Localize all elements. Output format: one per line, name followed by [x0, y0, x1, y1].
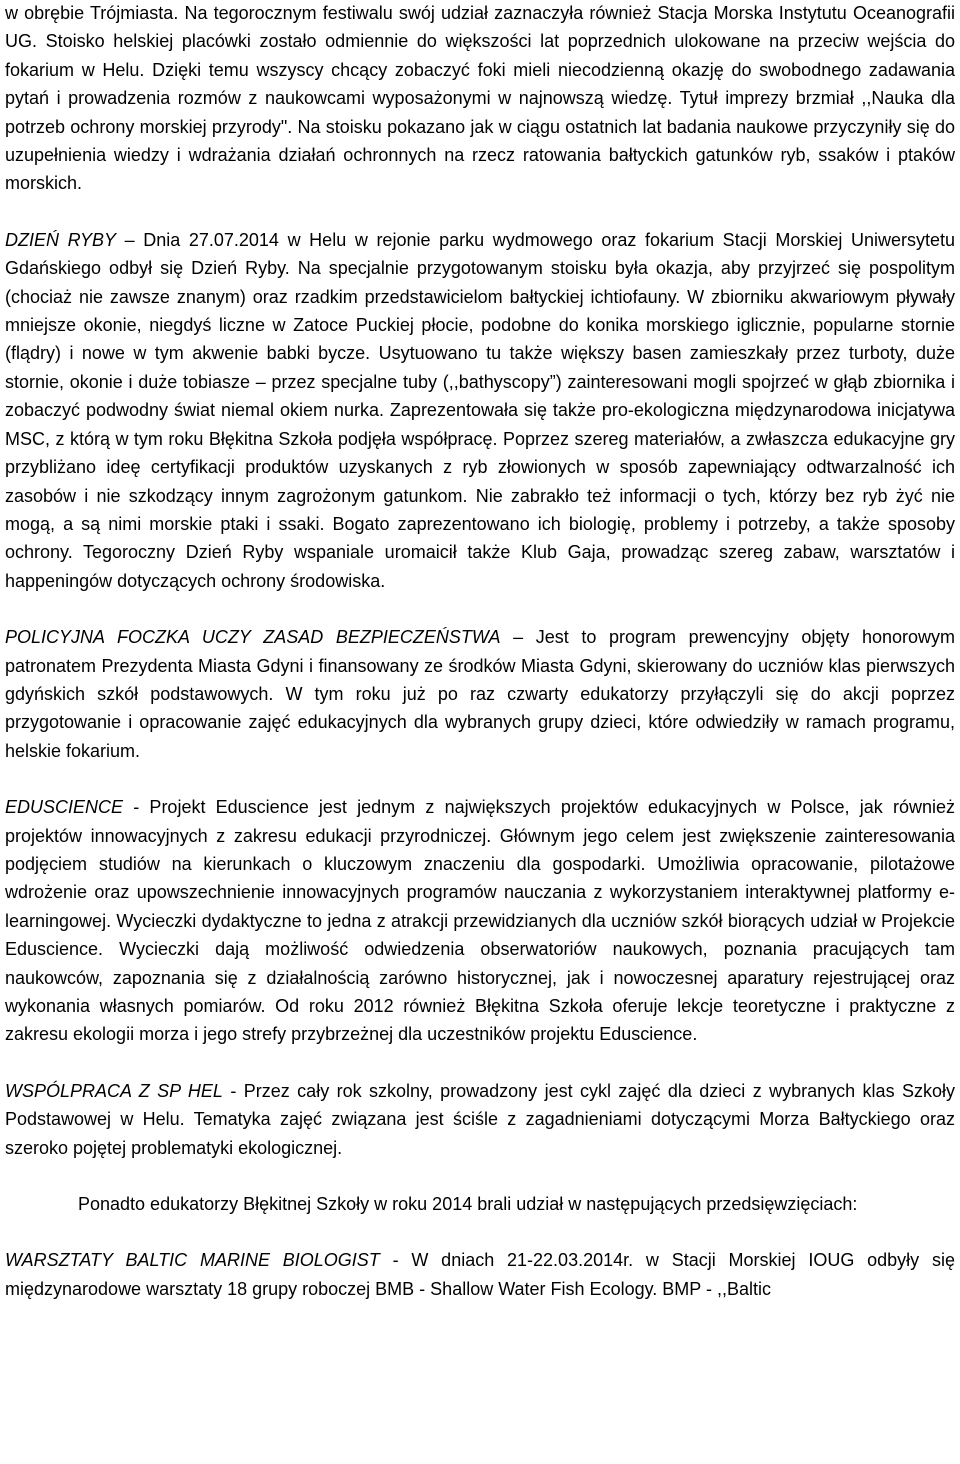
- paragraph-festival: w obrębie Trójmiasta. Na tegorocznym festiwalu swój udział zaznaczyła również Stacja Morska Instytutu Oceanografii UG. Stoisko helskiej placówki zostało odmiennie do większości lat poprzednich ulokowane na przeciw wejścia do fokarium w Helu. Dzięki temu wszyscy chcący zobaczyć foki mieli niecodzienną okazję do swobodnego zadawania pytań i prowadzenia rozmów z naukowcami wyposażonymi w najnowszą wiedzę. Tytuł imprezy brzmiał ,,Nauka dla potrzeb ochrony morskiej przyrody". Na stoisku pokazano jak w ciągu ostatnich lat badania naukowe przyczyniły się do uzupełnienia wiedzy i wdrażania działań ochronnych na rzecz ratowania bałtyckich gatunków ryb, ssaków i ptaków morskich.: [5, 3, 955, 194]
- body-eduscience: - Projekt Eduscience jest jednym z największych projektów edukacyjnych w Polsce, jak również projektów innowacyjnych z zakresu edukacji przyrodniczej. Głównym jego celem jest zwiększenie zainteresowania podjęciem studiów na kierunkach o kluczowym znaczeniu dla gospodarki. Umożliwia opracowanie, pilotażowe wdrożenie oraz upowszechnienie innowacyjnych programów nauczania z wykorzystaniem interaktywnej platformy e-learningowej. Wycieczki dydaktyczne to jedna z atrakcji przewidzianych dla uczniów szkół biorących udział w Projekcie Eduscience. Wycieczki dają możliwość odwiedzenia obserwatoriów naukowych, poznania pracujących tam naukowców, zapoznania się z działalnością zarówno historycznej, jak i nowoczesnej aparatury rejestrującej oraz wykonania własnych pomiarów. Od roku 2012 również Błękitna Szkoła oferuje lekcje teoretyczne i praktyczne z zakresu ekologii morza i jego strefy przybrzeżnej dla uczestników projektu Eduscience.: [5, 797, 955, 1045]
- paragraph-warsztaty: [5, 1246, 955, 1303]
- body-wspolpraca: - Przez cały rok szkolny, prowadzony jest cykl zajęć dla dzieci z wybranych klas Szkoły Podstawowej w Helu. Tematyka zajęć związana jest ściśle z zagadnieniami dotyczącymi Morza Bałtyckiego oraz szeroko pojętej problematyki ekologicznej.: [5, 1080, 955, 1158]
- paragraph-wspolpraca: [5, 1077, 955, 1162]
- heading-eduscience: EDUSCIENCE: [5, 797, 124, 818]
- paragraph-ponadto: Ponadto edukatorzy Błękitnej Szkoły w roku 2014 brali udział w następujących przedsięwzięciach:: [78, 1194, 858, 1215]
- heading-policyjna-foczka: POLICYJNA FOCZKA UCZY ZASAD BEZPIECZEŃSTWA: [5, 627, 501, 648]
- paragraph-dzien-ryby: [5, 226, 955, 595]
- document-page: [5, 0, 955, 1303]
- paragraph-eduscience: [5, 793, 955, 1049]
- heading-warsztaty: WARSZTATY BALTIC MARINE BIOLOGIST: [5, 1250, 380, 1271]
- heading-wspolpraca: WSPÓLPRACA Z SP HEL: [5, 1080, 223, 1101]
- body-warsztaty: - W dniach 21-22.03.2014r. w Stacji Morskiej IOUG odbyły się międzynarodowe warsztaty 18 grupy roboczej BMB - Shallow Water Fish Ecology. BMP - ,,Baltic: [5, 1250, 955, 1299]
- body-policyjna-foczka: – Jest to program prewencyjny objęty honorowym patronatem Prezydenta Miasta Gdyni i finansowany ze środków Miasta Gdyni, skierowany do uczniów klas pierwszych gdyńskich szkół podstawowych. W tym roku już po raz czwarty edukatorzy przyłączyli się do akcji poprzez przygotowanie i opracowanie zajęć edukacyjnych dla wybranych grupy dzieci, które odwiedziły w ramach programu, helskie fokarium.: [5, 627, 956, 761]
- body-dzien-ryby: – Dnia 27.07.2014 w Helu w rejonie parku wydmowego oraz fokarium Stacji Morskiej Uniwersytetu Gdańskiego odbył się Dzień Ryby. Na specjalnie przygotowanym stoisku była okazja, aby przyjrzeć się pospolitym (chociaż nie zawsze znanym) oraz rzadkim przedstawicielom bałtyckiej ichtiofauny. W zbiorniku akwariowym pływały mniejsze okonie, niegdyś liczne w Zatoce Puckiej płocie, podobne do konika morskiego iglicznie, popularne stornie (flądry) i nowe w tym akwenie babki bycze. Usytuowano tu także większy basen zamieszkały przez turboty, duże stornie, okonie i duże tobiasze – przez specjalne tuby (,,bathyscopy”) zainteresowani mogli spojrzeć w głąb zbiornika i zobaczyć podwodny świat niemal okiem nurka. Zaprezentowała się także pro-ekologiczna międzynarodowa inicjatywa MSC, z którą w tym roku Błękitna Szkoła podjęła współpracę. Poprzez szereg materiałów, a zwłaszcza edukacyjne gry przybliżano ideę certyfikacji produktów uzyskanych z ryb złowionych w sposób zapewniający odtwarzalność ich zasobów i nie szkodzący innym zagrożonym gatunkom. Nie zabrakło też informacji o tych, którzy bez ryb żyć nie mogą, a są nimi morskie ptaki i ssaki. Bogato zaprezentowano ich biologię, problemy i potrzeby, a także sposoby ochrony. Tegoroczny Dzień Ryby wspaniale uromaicił także Klub Gaja, prowadząc szereg zabaw, warsztatów i happeningów dotyczących ochrony środowiska.: [5, 229, 955, 591]
- heading-dzien-ryby: DZIEŃ RYBY: [5, 229, 116, 250]
- paragraph-policyjna-foczka: [5, 623, 955, 765]
